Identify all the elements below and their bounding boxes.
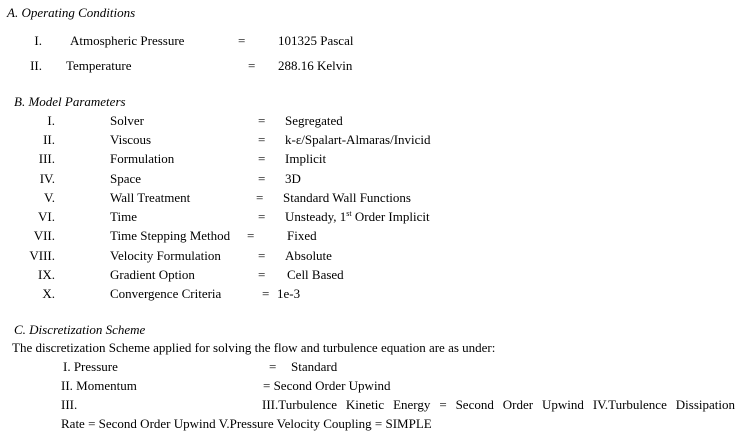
row-number: X. [42, 286, 55, 301]
row-label: Gradient Option [110, 267, 195, 282]
equals-sign: = [258, 209, 266, 224]
equals-sign: = [238, 33, 246, 48]
row-value [285, 209, 430, 224]
row-label: Time Stepping Method [110, 228, 231, 243]
section-b-heading: B. Model Parameters [14, 94, 126, 109]
row-value: Standard Wall Functions [283, 190, 411, 205]
row-number: II. [30, 58, 42, 73]
row-number: VI. [38, 209, 55, 224]
row-value: 1e-3 [277, 286, 301, 301]
row-value: Cell Based [287, 267, 344, 282]
equals-sign: = [258, 248, 266, 263]
section-c-intro: The discretization Scheme applied for solving the flow and turbulence equation are as under: [12, 340, 496, 355]
equals-sign: = [258, 113, 266, 128]
value-text: Order Implicit [351, 209, 430, 224]
row-label: Viscous [110, 132, 152, 147]
row-value: 101325 Pascal [278, 33, 354, 48]
ordinal-suffix: st [346, 209, 352, 218]
equals-sign: = [258, 132, 266, 147]
row-number: IV. [39, 171, 55, 186]
section-a-heading: A. Operating Conditions [7, 5, 136, 20]
row-label: Solver [110, 113, 144, 128]
equals-sign: = [269, 359, 277, 374]
row-label: Space [110, 171, 142, 186]
equals-sign: = [258, 267, 266, 282]
row-number: I. [47, 113, 55, 128]
row-number: VII. [33, 228, 55, 243]
row-label: Atmospheric Pressure [70, 33, 185, 48]
row-value: Segregated [285, 113, 343, 128]
row-value: k-ε/Spalart-Almaras/Invicid [285, 132, 431, 147]
value-text: Unsteady, 1 [285, 209, 347, 224]
equals-sign: = [248, 58, 256, 73]
row-label: Convergence Criteria [110, 286, 222, 301]
row-label: Temperature [66, 58, 132, 73]
row-label: Wall Treatment [110, 190, 191, 205]
row-number: V. [44, 190, 55, 205]
scheme-label: I. Pressure [63, 359, 118, 374]
row-number: II. [43, 132, 55, 147]
row-number: I. [34, 33, 42, 48]
scheme-value: Standard [291, 359, 338, 374]
equals-sign: = [256, 190, 264, 205]
row-number: III. [38, 151, 55, 166]
row-value: 3D [285, 171, 301, 186]
row-label: Velocity Formulation [110, 248, 221, 263]
scheme-label: II. Momentum [61, 378, 137, 393]
scheme-continuation: Rate = Second Order Upwind V.Pressure Velocity Coupling = SIMPLE [61, 416, 432, 431]
row-value: Fixed [287, 228, 317, 243]
row-value: 288.16 Kelvin [278, 58, 353, 73]
row-label: Time [110, 209, 137, 224]
row-value: Absolute [285, 248, 332, 263]
row-label: Formulation [110, 151, 175, 166]
equals-sign: = [258, 171, 266, 186]
scheme-number: III. [61, 397, 78, 412]
section-c-heading: C. Discretization Scheme [14, 322, 146, 337]
scheme-text: III.Turbulence Kinetic Energy = Second Order Upwind IV.Turbulence Dissipation [262, 397, 735, 412]
equals-sign: = [262, 286, 270, 301]
row-number: VIII. [29, 248, 55, 263]
row-number: IX. [38, 267, 55, 282]
equals-sign: = [247, 228, 255, 243]
equals-sign: = [258, 151, 266, 166]
row-value: Implicit [285, 151, 327, 166]
scheme-value: = Second Order Upwind [263, 378, 391, 393]
